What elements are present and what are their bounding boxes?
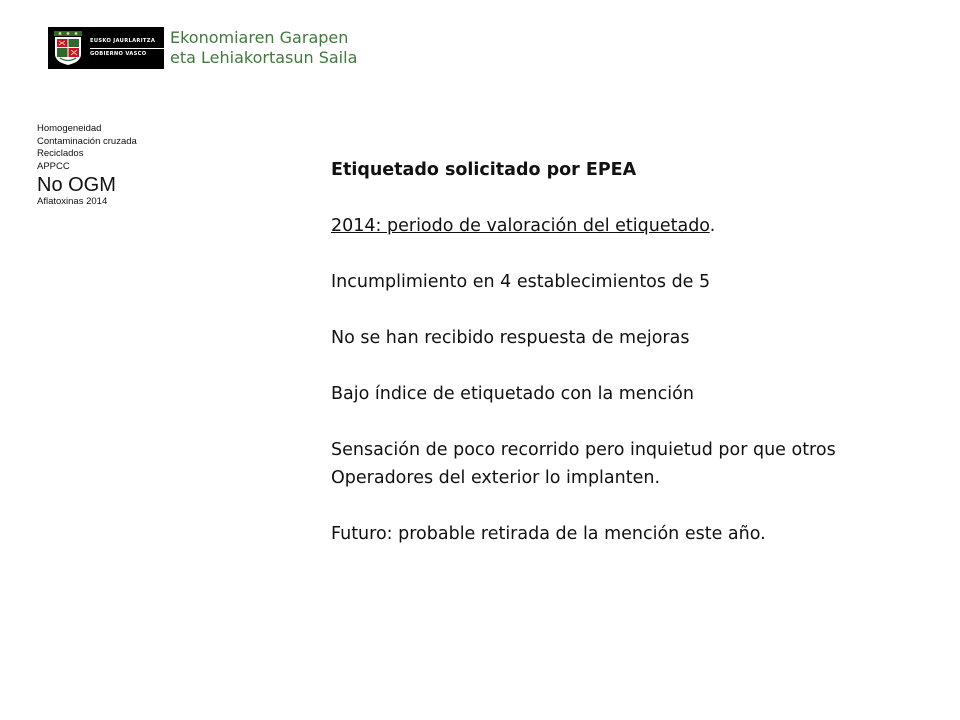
spacer [331, 184, 931, 212]
topic-item-current: No OGM [37, 174, 116, 197]
spacer [331, 240, 931, 268]
slide-body [331, 156, 931, 548]
department-name-line1: Ekonomiaren Garapen [170, 28, 349, 47]
topic-list [37, 123, 197, 209]
topic-item-contaminacion-cruzada: Contaminación cruzada [37, 135, 137, 147]
sensation-statement-line1: Sensación de poco recorrido pero inquietud por que otros [331, 440, 836, 460]
topic-item-appcc: APPCC [37, 160, 70, 172]
no-response-statement: No se han recibido respuesta de mejoras [331, 328, 690, 348]
period-underlined-text: 2014: periodo de valoración del etiquetado [331, 216, 710, 236]
gov-name-divider [90, 48, 164, 49]
gov-name-basque: EUSKO JAURLARITZA [90, 38, 156, 45]
spacer [331, 352, 931, 380]
sensation-statement-line2: Operadores del exterior lo implanten. [331, 468, 661, 488]
future-statement: Futuro: probable retirada de la mención este año. [331, 524, 766, 544]
spacer [331, 408, 931, 436]
coat-of-arms-icon [52, 30, 84, 66]
logo-black-box [48, 27, 164, 69]
topic-item-reciclados: Reciclados [37, 148, 84, 160]
period-statement [331, 212, 931, 240]
slide-title: Etiquetado solicitado por EPEA [331, 160, 637, 180]
spacer [331, 492, 931, 520]
gov-name-spanish: GOBIERNO VASCO [90, 50, 147, 57]
low-index-statement: Bajo índice de etiquetado con la mención [331, 384, 694, 404]
noncompliance-statement: Incumplimiento en 4 establecimientos de 5 [331, 272, 711, 292]
government-logo [48, 24, 358, 72]
department-name [170, 28, 357, 68]
spacer [331, 296, 931, 324]
department-name-line2: eta Lehiakortasun Saila [170, 48, 358, 67]
topic-item-homogeneidad: Homogeneidad [37, 123, 102, 134]
period-tail: . [709, 216, 716, 236]
topic-item-aflatoxinas: Aflatoxinas 2014 [37, 196, 108, 208]
government-name [90, 39, 164, 56]
